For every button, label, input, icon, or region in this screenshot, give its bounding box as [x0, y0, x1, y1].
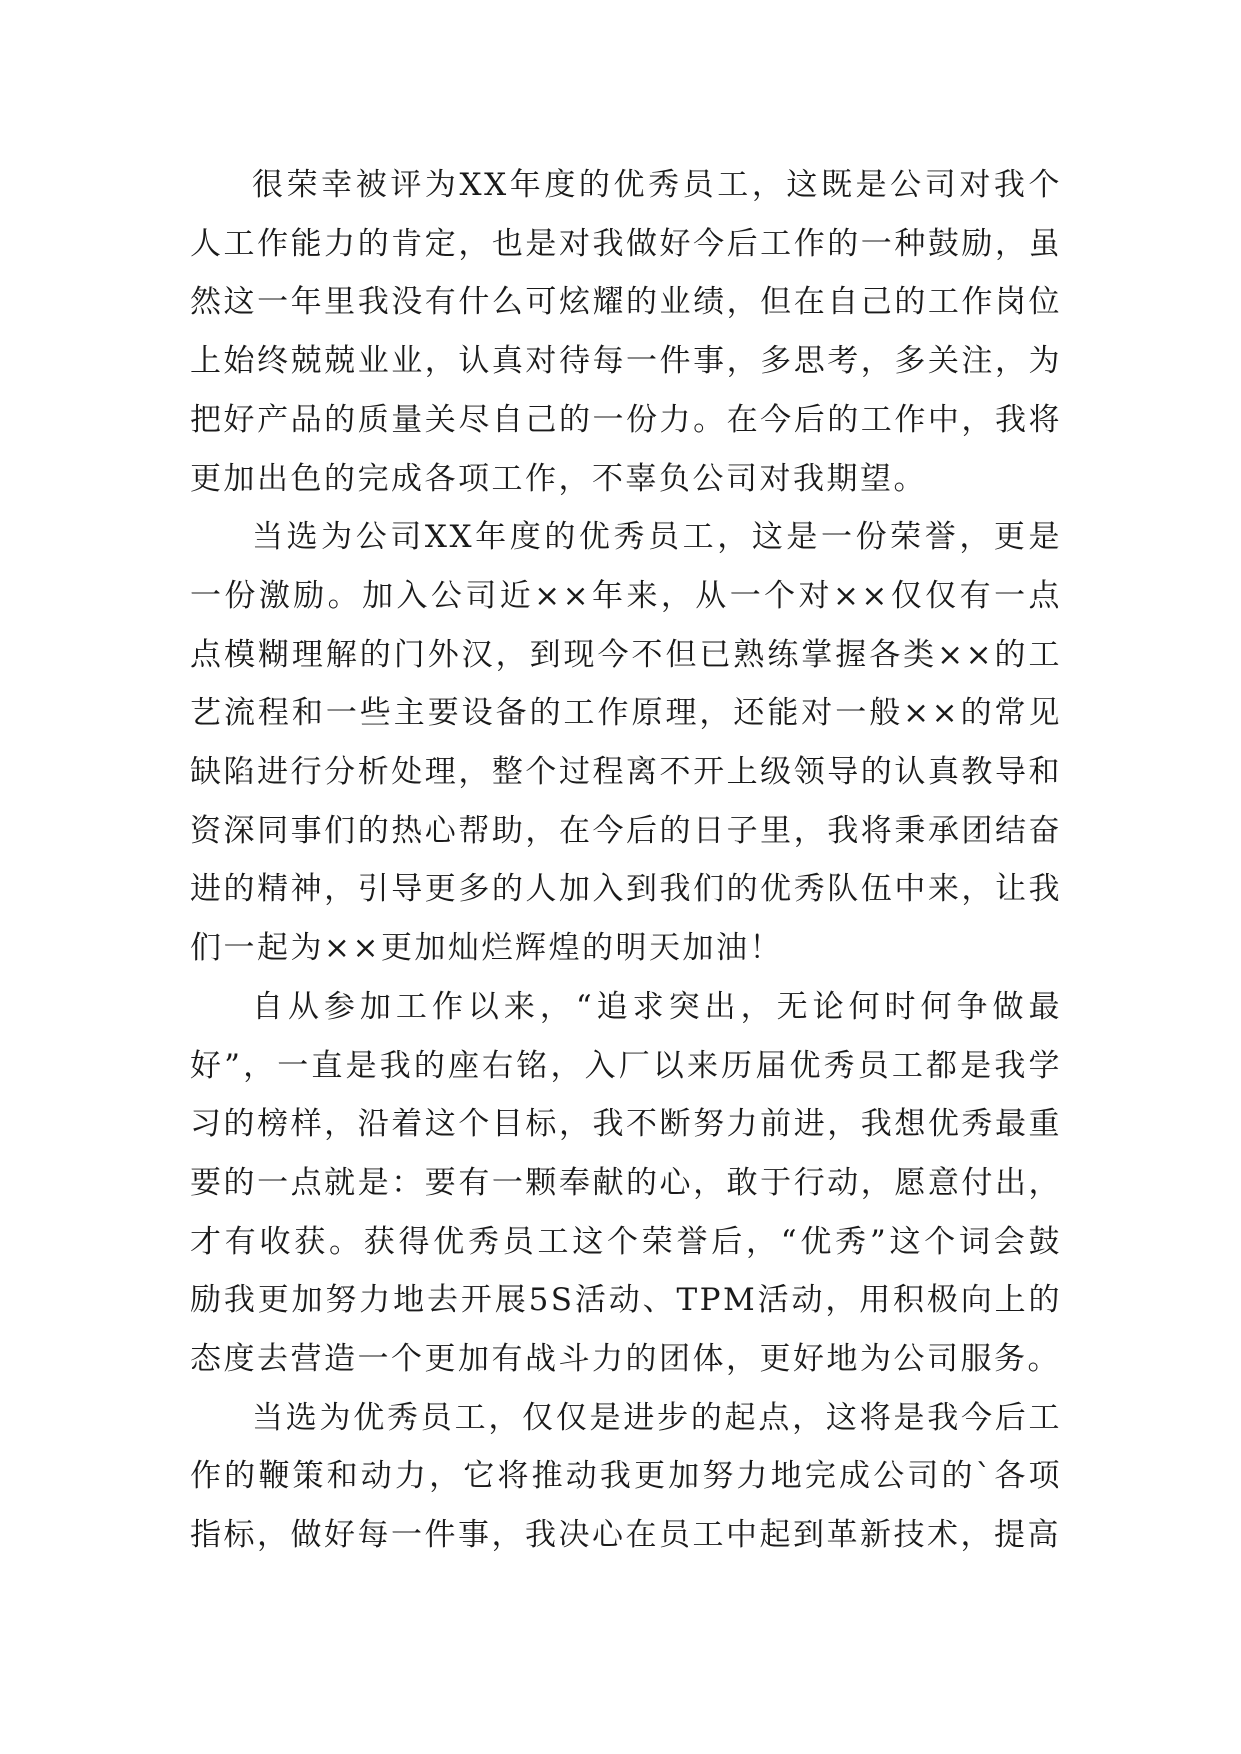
body-text — [190, 156, 1062, 1565]
paragraph-4: 当选为优秀员工，仅仅是进步的起点，这将是我今后工作的鞭策和动力，它将推动我更加努力地完成公司的`各项指标，做好每一件事，我决心在员工中起到革新技术，提高 — [190, 1399, 1062, 1554]
paragraph-3: 自从参加工作以来，“追求突出，无论何时何争做最好”，一直是我的座右铭，入厂以来历届优秀员工都是我学习的榜样，沿着这个目标，我不断努力前进，我想优秀最重要的一点就是：要有一颗奉献的心，敢于行动，愿意付出，才有收获。获得优秀员工这个荣誉后，“优秀”这个词会鼓励我更加努力地去开展5S活动、TPM活动，用积极向上的态度去营造一个更加有战斗力的团体，更好地为公司服务。 — [190, 988, 1062, 1378]
paragraph-1: 很荣幸被评为XX年度的优秀员工，这既是公司对我个人工作能力的肯定，也是对我做好今后工作的一种鼓励，虽然这一年里我没有什么可炫耀的业绩，但在自己的工作岗位上始终兢兢业业，认真对待每一件事，多思考，多关注，为把好产品的质量关尽自己的一份力。在今后的工作中，我将更加出色的完成各项工作，不辜负公司对我期望。 — [190, 167, 1062, 497]
paragraph-2: 当选为公司XX年度的优秀员工，这是一份荣誉，更是一份激励。加入公司近××年来，从一个对××仅仅有一点点模糊理解的门外汉，到现今不但已熟练掌握各类××的工艺流程和一些主要设备的工作原理，还能对一般××的常见缺陷进行分析处理，整个过程离不开上级领导的认真教导和资深同事们的热心帮助，在今后的日子里，我将秉承团结奋进的精神，引导更多的人加入到我们的优秀队伍中来，让我们一起为××更加灿烂辉煌的明天加油！ — [190, 519, 1062, 967]
